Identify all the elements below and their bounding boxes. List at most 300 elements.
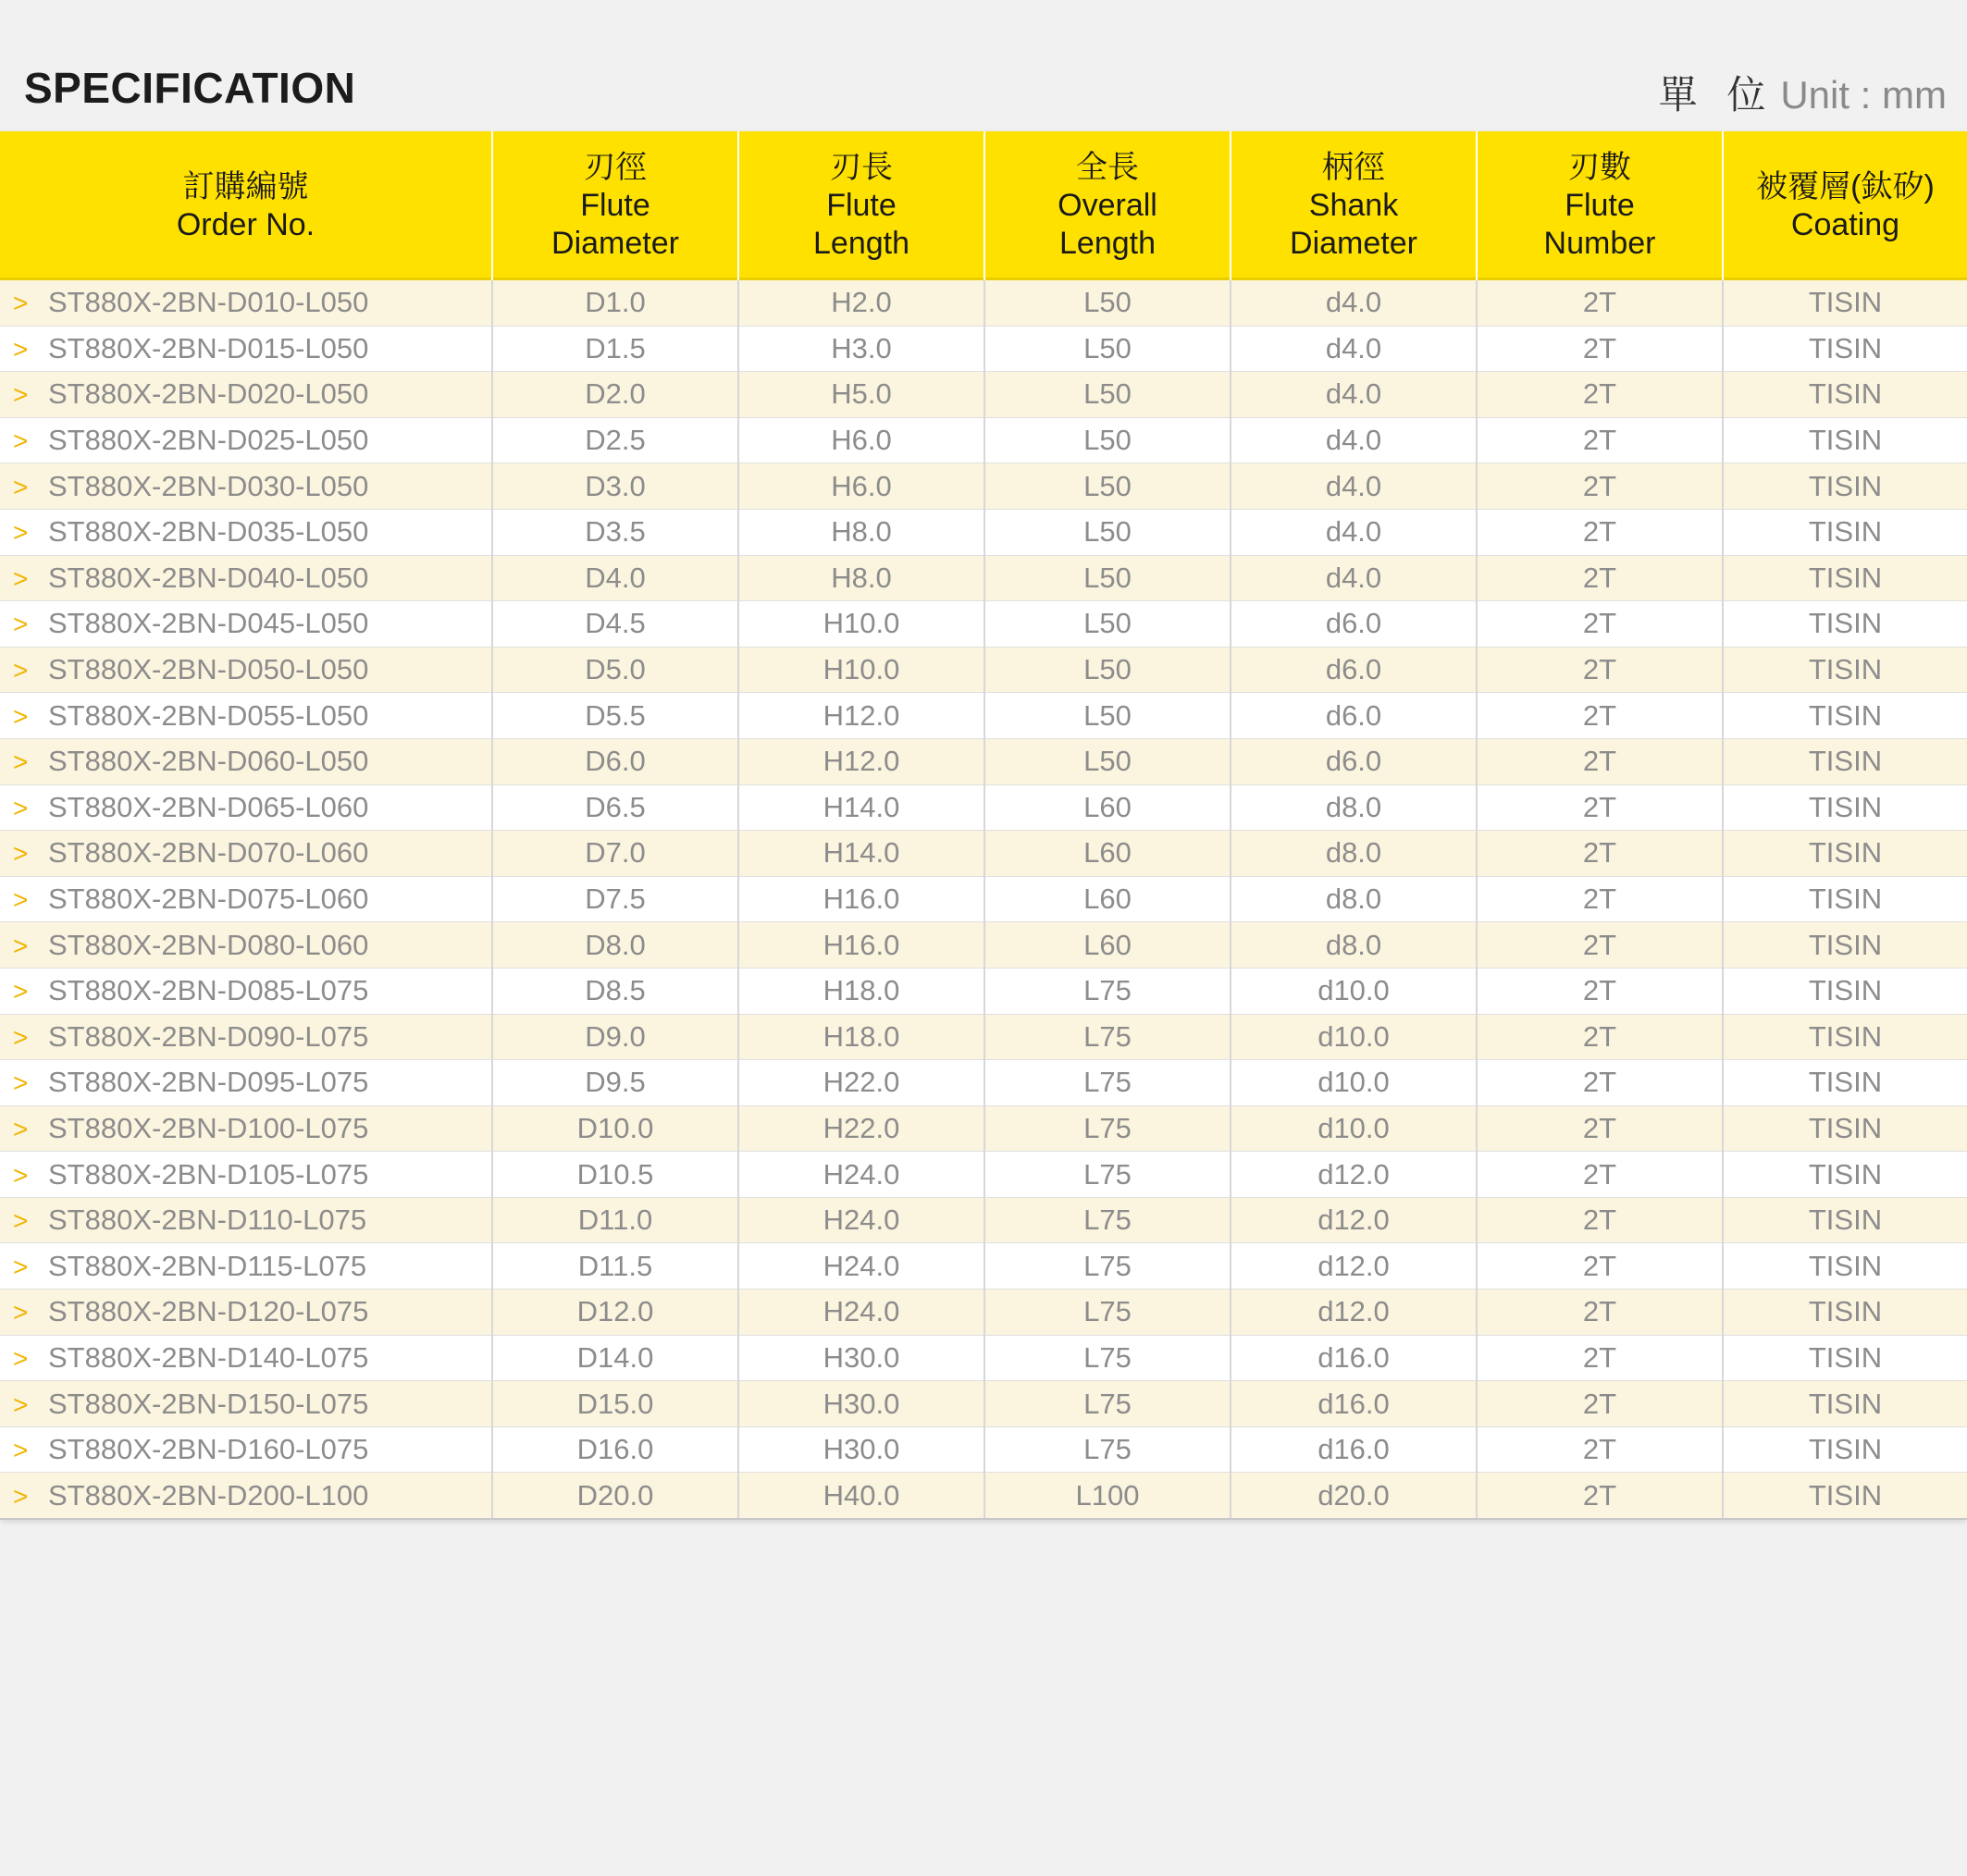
order-number-text: ST880X-2BN-D160-L075 [48, 1433, 369, 1466]
cell-flute-number: 2T [1477, 831, 1723, 877]
column-header-en2: Number [1543, 226, 1656, 261]
column-header-zh: 刃徑 [584, 150, 647, 185]
cell-flute-diameter: D3.0 [492, 463, 738, 510]
order-number-text: ST880X-2BN-D095-L075 [48, 1066, 369, 1099]
column-header-coating [1723, 131, 1967, 280]
table-row [0, 1152, 1967, 1198]
table-row [0, 280, 1967, 326]
cell-flute-number: 2T [1477, 372, 1723, 418]
cell-shank-diameter: d10.0 [1231, 1060, 1477, 1106]
table-row [0, 555, 1967, 601]
column-header-shank-diameter [1231, 131, 1477, 280]
cell-flute-length: H2.0 [738, 280, 984, 326]
column-header-zh: 被覆層(鈦矽) [1756, 168, 1935, 204]
cell-flute-length: H8.0 [738, 509, 984, 555]
cell-coating: TISIN [1723, 1060, 1967, 1106]
cell-shank-diameter: d12.0 [1231, 1152, 1477, 1198]
cell-flute-number: 2T [1477, 326, 1723, 372]
cell-overall-length: L50 [984, 509, 1231, 555]
chevron-right-icon: > [13, 1252, 29, 1281]
column-header-en1: Flute [580, 188, 650, 223]
cell-flute-length: H12.0 [738, 738, 984, 784]
cell-flute-length: H12.0 [738, 693, 984, 739]
cell-flute-number: 2T [1477, 1426, 1723, 1473]
cell-flute-length: H24.0 [738, 1197, 984, 1243]
cell-overall-length: L50 [984, 417, 1231, 463]
cell-flute-diameter: D2.5 [492, 417, 738, 463]
cell-order-no [0, 693, 492, 739]
table-row [0, 1426, 1967, 1473]
column-header-zh: 訂購編號 [182, 168, 309, 204]
cell-overall-length: L60 [984, 831, 1231, 877]
cell-overall-length: L100 [984, 1473, 1231, 1519]
table-row [0, 693, 1967, 739]
cell-flute-number: 2T [1477, 1014, 1723, 1060]
cell-coating: TISIN [1723, 1290, 1967, 1336]
cell-flute-diameter: D1.5 [492, 326, 738, 372]
table-header-row [0, 131, 1967, 280]
cell-flute-length: H24.0 [738, 1290, 984, 1336]
cell-shank-diameter: d4.0 [1231, 280, 1477, 326]
cell-shank-diameter: d4.0 [1231, 372, 1477, 418]
cell-flute-number: 2T [1477, 784, 1723, 831]
cell-coating: TISIN [1723, 1473, 1967, 1519]
cell-overall-length: L75 [984, 1152, 1231, 1198]
cell-coating: TISIN [1723, 738, 1967, 784]
chevron-right-icon: > [13, 472, 29, 501]
cell-shank-diameter: d12.0 [1231, 1197, 1477, 1243]
table-row [0, 831, 1967, 877]
cell-shank-diameter: d4.0 [1231, 417, 1477, 463]
cell-flute-length: H8.0 [738, 555, 984, 601]
chevron-right-icon: > [13, 426, 29, 456]
chevron-right-icon: > [13, 839, 29, 869]
cell-flute-number: 2T [1477, 693, 1723, 739]
chevron-right-icon: > [13, 1022, 29, 1052]
column-header-zh: 全長 [1076, 150, 1139, 185]
order-number-text: ST880X-2BN-D110-L075 [48, 1203, 367, 1237]
cell-order-no [0, 1197, 492, 1243]
unit-label-en: Unit : mm [1780, 73, 1947, 117]
cell-overall-length: L75 [984, 1335, 1231, 1381]
cell-flute-number: 2T [1477, 1105, 1723, 1152]
cell-order-no [0, 784, 492, 831]
order-number-text: ST880X-2BN-D200-L100 [48, 1478, 369, 1512]
chevron-right-icon: > [13, 656, 29, 685]
cell-shank-diameter: d16.0 [1231, 1426, 1477, 1473]
order-number-text: ST880X-2BN-D075-L060 [48, 882, 369, 916]
cell-flute-number: 2T [1477, 922, 1723, 969]
chevron-right-icon: > [13, 1206, 29, 1236]
cell-flute-length: H30.0 [738, 1381, 984, 1427]
table-body [0, 280, 1967, 1519]
cell-order-no [0, 1335, 492, 1381]
cell-flute-diameter: D5.0 [492, 647, 738, 693]
cell-flute-number: 2T [1477, 1381, 1723, 1427]
cell-coating: TISIN [1723, 280, 1967, 326]
cell-overall-length: L75 [984, 1014, 1231, 1060]
cell-coating: TISIN [1723, 647, 1967, 693]
cell-flute-diameter: D10.5 [492, 1152, 738, 1198]
cell-coating: TISIN [1723, 463, 1967, 510]
column-header-order-no [0, 131, 492, 280]
cell-flute-number: 2T [1477, 1473, 1723, 1519]
order-number-text: ST880X-2BN-D080-L060 [48, 928, 369, 961]
cell-coating: TISIN [1723, 326, 1967, 372]
order-number-text: ST880X-2BN-D010-L050 [48, 286, 369, 319]
cell-coating: TISIN [1723, 1105, 1967, 1152]
order-number-text: ST880X-2BN-D040-L050 [48, 561, 369, 594]
table-row [0, 876, 1967, 922]
cell-coating: TISIN [1723, 601, 1967, 648]
cell-order-no [0, 738, 492, 784]
order-number-text: ST880X-2BN-D140-L075 [48, 1340, 369, 1374]
order-number-text: ST880X-2BN-D100-L075 [48, 1111, 369, 1144]
chevron-right-icon: > [13, 1068, 29, 1098]
cell-coating: TISIN [1723, 509, 1967, 555]
cell-overall-length: L75 [984, 1060, 1231, 1106]
chevron-right-icon: > [13, 1343, 29, 1373]
cell-order-no [0, 509, 492, 555]
order-number-text: ST880X-2BN-D020-L050 [48, 377, 369, 411]
cell-order-no [0, 1426, 492, 1473]
order-number-text: ST880X-2BN-D035-L050 [48, 515, 369, 549]
cell-flute-number: 2T [1477, 738, 1723, 784]
cell-shank-diameter: d8.0 [1231, 922, 1477, 969]
cell-flute-length: H18.0 [738, 1014, 984, 1060]
cell-coating: TISIN [1723, 1335, 1967, 1381]
cell-flute-length: H10.0 [738, 601, 984, 648]
cell-shank-diameter: d12.0 [1231, 1243, 1477, 1290]
cell-overall-length: L50 [984, 280, 1231, 326]
order-number-text: ST880X-2BN-D120-L075 [48, 1295, 369, 1328]
order-number-text: ST880X-2BN-D025-L050 [48, 424, 369, 457]
chevron-right-icon: > [13, 931, 29, 960]
chevron-right-icon: > [13, 793, 29, 822]
order-number-text: ST880X-2BN-D055-L050 [48, 698, 369, 732]
order-number-text: ST880X-2BN-D090-L075 [48, 1019, 369, 1053]
cell-flute-diameter: D6.5 [492, 784, 738, 831]
cell-order-no [0, 1060, 492, 1106]
cell-flute-diameter: D4.5 [492, 601, 738, 648]
cell-order-no [0, 968, 492, 1014]
cell-order-no [0, 922, 492, 969]
chevron-right-icon: > [13, 1298, 29, 1327]
column-header-en2: Length [813, 226, 909, 261]
cell-flute-length: H22.0 [738, 1105, 984, 1152]
order-number-text: ST880X-2BN-D015-L050 [48, 331, 369, 364]
table-row [0, 1105, 1967, 1152]
cell-flute-number: 2T [1477, 1152, 1723, 1198]
cell-overall-length: L50 [984, 326, 1231, 372]
cell-flute-number: 2T [1477, 601, 1723, 648]
cell-overall-length: L75 [984, 1290, 1231, 1336]
cell-flute-length: H16.0 [738, 876, 984, 922]
table-row [0, 922, 1967, 969]
column-header-en2: Length [1059, 226, 1156, 261]
cell-order-no [0, 601, 492, 648]
chevron-right-icon: > [13, 1481, 29, 1511]
cell-order-no [0, 1290, 492, 1336]
chevron-right-icon: > [13, 747, 29, 777]
cell-coating: TISIN [1723, 1197, 1967, 1243]
table-row [0, 1014, 1967, 1060]
column-header-en1: Flute [826, 188, 897, 223]
cell-coating: TISIN [1723, 784, 1967, 831]
cell-flute-diameter: D6.0 [492, 738, 738, 784]
cell-flute-number: 2T [1477, 509, 1723, 555]
cell-flute-diameter: D1.0 [492, 280, 738, 326]
cell-shank-diameter: d10.0 [1231, 968, 1477, 1014]
cell-overall-length: L60 [984, 784, 1231, 831]
order-number-text: ST880X-2BN-D085-L075 [48, 974, 369, 1007]
chevron-right-icon: > [13, 334, 29, 364]
order-number-text: ST880X-2BN-D150-L075 [48, 1387, 369, 1420]
chevron-right-icon: > [13, 518, 29, 548]
cell-order-no [0, 372, 492, 418]
table-row [0, 1381, 1967, 1427]
table-row [0, 1243, 1967, 1290]
chevron-right-icon: > [13, 701, 29, 731]
cell-flute-diameter: D16.0 [492, 1426, 738, 1473]
cell-coating: TISIN [1723, 1381, 1967, 1427]
chevron-right-icon: > [13, 1114, 29, 1143]
cell-flute-diameter: D2.0 [492, 372, 738, 418]
chevron-right-icon: > [13, 1389, 29, 1419]
cell-flute-length: H30.0 [738, 1335, 984, 1381]
table-row [0, 463, 1967, 510]
column-header-zh: 刃長 [830, 150, 893, 185]
table-row [0, 326, 1967, 372]
cell-flute-length: H40.0 [738, 1473, 984, 1519]
cell-coating: TISIN [1723, 876, 1967, 922]
chevron-right-icon: > [13, 610, 29, 639]
table-row [0, 372, 1967, 418]
table-row [0, 1335, 1967, 1381]
cell-overall-length: L50 [984, 693, 1231, 739]
cell-shank-diameter: d16.0 [1231, 1335, 1477, 1381]
order-number-text: ST880X-2BN-D030-L050 [48, 469, 369, 502]
cell-flute-length: H22.0 [738, 1060, 984, 1106]
cell-order-no [0, 647, 492, 693]
cell-overall-length: L75 [984, 968, 1231, 1014]
table-row [0, 968, 1967, 1014]
cell-flute-number: 2T [1477, 1060, 1723, 1106]
cell-flute-diameter: D9.5 [492, 1060, 738, 1106]
cell-shank-diameter: d20.0 [1231, 1473, 1477, 1519]
cell-flute-diameter: D5.5 [492, 693, 738, 739]
cell-overall-length: L50 [984, 555, 1231, 601]
cell-flute-diameter: D11.0 [492, 1197, 738, 1243]
cell-shank-diameter: d4.0 [1231, 555, 1477, 601]
cell-flute-length: H16.0 [738, 922, 984, 969]
cell-overall-length: L50 [984, 738, 1231, 784]
cell-overall-length: L60 [984, 876, 1231, 922]
cell-flute-diameter: D7.0 [492, 831, 738, 877]
cell-coating: TISIN [1723, 1243, 1967, 1290]
chevron-right-icon: > [13, 885, 29, 915]
cell-flute-number: 2T [1477, 647, 1723, 693]
cell-coating: TISIN [1723, 1426, 1967, 1473]
table-row [0, 601, 1967, 648]
cell-shank-diameter: d16.0 [1231, 1381, 1477, 1427]
chevron-right-icon: > [13, 289, 29, 318]
cell-shank-diameter: d10.0 [1231, 1014, 1477, 1060]
cell-shank-diameter: d4.0 [1231, 509, 1477, 555]
cell-flute-length: H6.0 [738, 463, 984, 510]
cell-shank-diameter: d10.0 [1231, 1105, 1477, 1152]
chevron-right-icon: > [13, 563, 29, 593]
cell-order-no [0, 1014, 492, 1060]
page-title: SPECIFICATION [24, 64, 356, 112]
order-number-text: ST880X-2BN-D060-L050 [48, 745, 369, 778]
cell-overall-length: L50 [984, 463, 1231, 510]
cell-order-no [0, 876, 492, 922]
cell-flute-diameter: D7.5 [492, 876, 738, 922]
unit-label-zh: 單 位 [1658, 73, 1775, 117]
column-header-flute-length [738, 131, 984, 280]
cell-flute-length: H30.0 [738, 1426, 984, 1473]
cell-flute-number: 2T [1477, 280, 1723, 326]
cell-flute-diameter: D9.0 [492, 1014, 738, 1060]
cell-coating: TISIN [1723, 372, 1967, 418]
table-row [0, 1060, 1967, 1106]
chevron-right-icon: > [13, 380, 29, 410]
cell-order-no [0, 1381, 492, 1427]
cell-flute-diameter: D15.0 [492, 1381, 738, 1427]
cell-flute-length: H6.0 [738, 417, 984, 463]
table-row [0, 417, 1967, 463]
unit-label [1659, 65, 1947, 120]
cell-flute-diameter: D12.0 [492, 1290, 738, 1336]
cell-flute-diameter: D14.0 [492, 1335, 738, 1381]
cell-flute-length: H24.0 [738, 1243, 984, 1290]
cell-order-no [0, 831, 492, 877]
cell-order-no [0, 280, 492, 326]
column-header-en2: Diameter [551, 226, 679, 261]
cell-flute-number: 2T [1477, 1243, 1723, 1290]
cell-flute-length: H3.0 [738, 326, 984, 372]
cell-coating: TISIN [1723, 1152, 1967, 1198]
table-row [0, 1290, 1967, 1336]
cell-order-no [0, 1105, 492, 1152]
cell-coating: TISIN [1723, 693, 1967, 739]
cell-order-no [0, 555, 492, 601]
cell-shank-diameter: d12.0 [1231, 1290, 1477, 1336]
column-header-en1: Coating [1790, 206, 1900, 242]
cell-coating: TISIN [1723, 922, 1967, 969]
cell-overall-length: L75 [984, 1105, 1231, 1152]
cell-coating: TISIN [1723, 831, 1967, 877]
column-header-en1: Overall [1058, 188, 1157, 223]
chevron-right-icon: > [13, 1160, 29, 1190]
table-row [0, 647, 1967, 693]
table-row [0, 509, 1967, 555]
order-number-text: ST880X-2BN-D065-L060 [48, 790, 369, 823]
cell-shank-diameter: d6.0 [1231, 647, 1477, 693]
cell-order-no [0, 417, 492, 463]
cell-overall-length: L50 [984, 601, 1231, 648]
cell-flute-diameter: D20.0 [492, 1473, 738, 1519]
cell-overall-length: L75 [984, 1381, 1231, 1427]
order-number-text: ST880X-2BN-D105-L075 [48, 1157, 369, 1191]
column-header-flute-diameter [492, 131, 738, 280]
column-header-overall-length [984, 131, 1231, 280]
column-header-en2: Diameter [1290, 226, 1417, 261]
cell-flute-number: 2T [1477, 555, 1723, 601]
chevron-right-icon: > [13, 977, 29, 1006]
cell-order-no [0, 463, 492, 510]
cell-overall-length: L60 [984, 922, 1231, 969]
cell-flute-diameter: D3.5 [492, 509, 738, 555]
cell-shank-diameter: d4.0 [1231, 326, 1477, 372]
cell-flute-number: 2T [1477, 463, 1723, 510]
column-header-zh: 刃數 [1568, 150, 1631, 185]
cell-flute-length: H10.0 [738, 647, 984, 693]
table-row [0, 784, 1967, 831]
cell-coating: TISIN [1723, 417, 1967, 463]
cell-flute-length: H14.0 [738, 784, 984, 831]
chevron-right-icon: > [13, 1436, 29, 1465]
cell-overall-length: L75 [984, 1426, 1231, 1473]
cell-flute-number: 2T [1477, 417, 1723, 463]
spec-table [0, 131, 1967, 1520]
column-header-en1: Shank [1308, 188, 1399, 223]
cell-flute-number: 2T [1477, 968, 1723, 1014]
cell-flute-number: 2T [1477, 1197, 1723, 1243]
cell-flute-diameter: D10.0 [492, 1105, 738, 1152]
cell-coating: TISIN [1723, 1014, 1967, 1060]
order-number-text: ST880X-2BN-D045-L050 [48, 607, 369, 640]
cell-coating: TISIN [1723, 555, 1967, 601]
table-row [0, 1473, 1967, 1519]
cell-order-no [0, 326, 492, 372]
cell-overall-length: L75 [984, 1243, 1231, 1290]
cell-flute-length: H24.0 [738, 1152, 984, 1198]
cell-flute-length: H14.0 [738, 831, 984, 877]
cell-flute-diameter: D11.5 [492, 1243, 738, 1290]
table-row [0, 1197, 1967, 1243]
cell-shank-diameter: d8.0 [1231, 831, 1477, 877]
cell-order-no [0, 1473, 492, 1519]
cell-flute-diameter: D8.5 [492, 968, 738, 1014]
cell-flute-number: 2T [1477, 876, 1723, 922]
cell-flute-length: H18.0 [738, 968, 984, 1014]
cell-coating: TISIN [1723, 968, 1967, 1014]
cell-flute-diameter: D4.0 [492, 555, 738, 601]
table-row [0, 738, 1967, 784]
cell-overall-length: L75 [984, 1197, 1231, 1243]
cell-flute-number: 2T [1477, 1335, 1723, 1381]
cell-shank-diameter: d8.0 [1231, 784, 1477, 831]
column-header-en1: Order No. [176, 206, 315, 242]
column-header-en1: Flute [1565, 188, 1635, 223]
order-number-text: ST880X-2BN-D070-L060 [48, 836, 369, 870]
cell-shank-diameter: d6.0 [1231, 738, 1477, 784]
order-number-text: ST880X-2BN-D115-L075 [48, 1249, 367, 1282]
cell-overall-length: L50 [984, 372, 1231, 418]
cell-order-no [0, 1243, 492, 1290]
cell-flute-diameter: D8.0 [492, 922, 738, 969]
cell-order-no [0, 1152, 492, 1198]
cell-flute-number: 2T [1477, 1290, 1723, 1336]
cell-overall-length: L50 [984, 647, 1231, 693]
cell-shank-diameter: d6.0 [1231, 693, 1477, 739]
cell-flute-length: H5.0 [738, 372, 984, 418]
column-header-zh: 柄徑 [1322, 150, 1385, 185]
cell-shank-diameter: d6.0 [1231, 601, 1477, 648]
column-header-flute-number [1477, 131, 1723, 280]
